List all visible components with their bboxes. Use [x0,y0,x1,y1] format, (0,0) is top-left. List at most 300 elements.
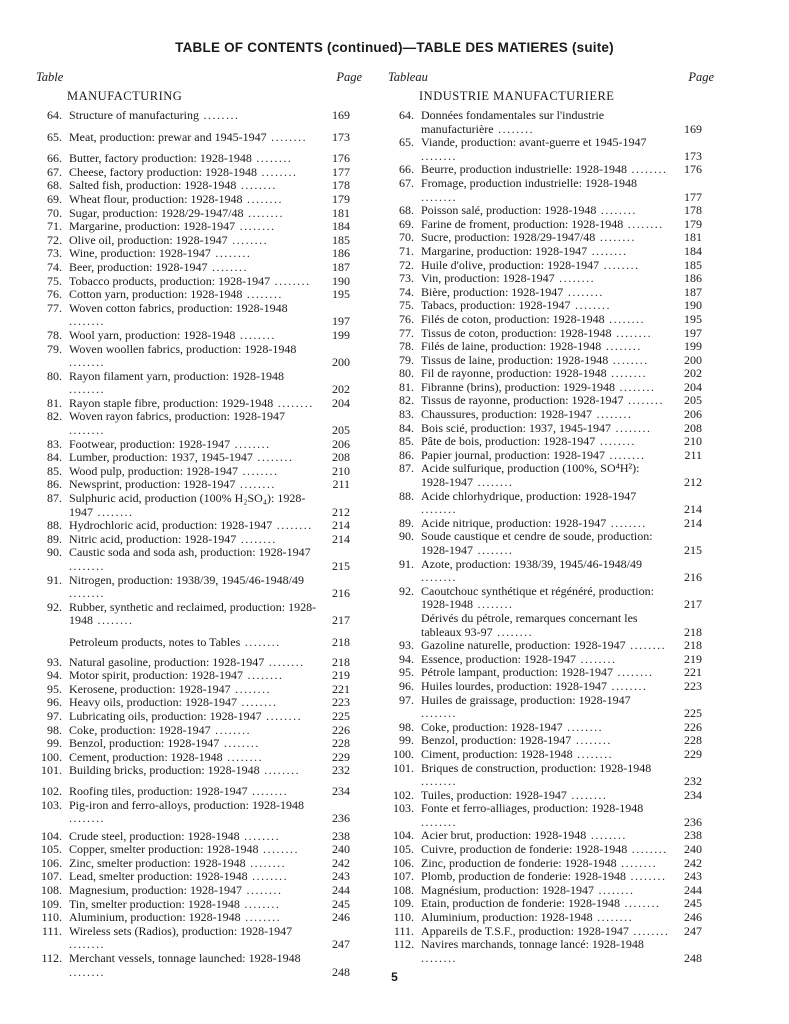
table-number: 97. [399,692,414,707]
table-number: 75. [399,298,414,313]
toc-entry [36,451,362,465]
dot-leader: ........ [251,151,293,166]
entry-title: Rayon staple fibre, production: 1929-1948 ........ [69,395,314,410]
dot-leader: ........ [93,504,134,519]
entry-title: Acide nitrique, production: 1928-1947 ........ [421,515,647,530]
entry-page: 218 [684,624,702,639]
entry-page: 216 [684,570,702,585]
entry-page: 219 [684,651,702,666]
entry-title: Meat, production: prewar and 1945-1947 ........ [69,129,308,144]
table-number: 71. [399,243,414,258]
table-number: 76. [47,287,62,302]
dot-leader: ........ [606,515,647,530]
entry-title: Beer, production: 1928-1947 ........ [69,259,248,274]
dot-leader: ........ [492,624,534,639]
entry-page: 242 [684,855,702,870]
table-number: 95. [399,665,414,680]
toc-entry [388,177,714,204]
column-header [36,70,362,84]
dot-leader: ........ [566,787,608,802]
table-number: 83. [399,407,414,422]
entry-title: Huiles lourdes, production: 1928-1947 ........ [421,678,648,693]
entry-page: 208 [684,420,702,435]
entry-page: 187 [332,259,350,274]
dot-leader: ........ [222,749,264,764]
dot-leader: ........ [625,869,667,884]
table-number: 79. [47,341,62,356]
table-number: 86. [47,477,62,492]
column-header [388,70,714,84]
toc-entry [36,870,362,884]
entry-title: Acide sulfurique, production (100%, SO⁴H²): 1928-1947 ........ [421,461,640,490]
entry-page: 184 [684,243,702,258]
table-number: 107. [393,869,414,884]
table-number: 68. [399,203,414,218]
page-number: 5 [391,970,398,984]
entry-page: 205 [332,423,350,438]
entry-title: Caustic soda and soda ash, production: 1928-1947 ........ [69,545,311,573]
table-number: 98. [399,719,414,734]
entry-page: 181 [684,230,702,245]
toc-entry [36,438,362,452]
entry-page: 211 [684,447,702,462]
table-number: 83. [47,436,62,451]
toc-entry [388,748,714,762]
dot-leader: ........ [572,746,614,761]
toc-entry [388,490,714,517]
dot-leader: ........ [236,178,277,193]
entry-title: Heavy oils, production: 1928-1947 ........ [69,695,278,710]
entry-title: Natural gasoline, production: 1928-1947 ........ [69,654,305,669]
dot-leader: ........ [611,325,653,340]
table-number: 98. [47,722,62,737]
entry-title: Petroleum products, notes to Tables ........ [69,634,281,649]
entry-title: Acide chlorhydrique, production: 1928-1947 ........ [421,488,637,517]
dot-leader: ........ [256,164,298,179]
dot-leader: ........ [473,597,514,612]
table-number: 106. [393,855,414,870]
table-number: 80. [399,366,414,381]
toc-entry [388,530,714,557]
entry-page: 206 [684,407,702,422]
dot-leader: ........ [69,937,105,952]
dot-leader: ........ [242,191,283,206]
toc-entry [36,898,362,912]
table-number: 85. [47,463,62,478]
dot-leader: ........ [606,678,648,693]
toc-entry [388,789,714,803]
entry-page: 190 [684,298,702,313]
entry-page: 179 [332,191,350,206]
dot-leader: ........ [601,339,642,354]
entry-title: Tobacco products, production: 1928-1947 ........ [69,273,311,288]
table-number: 103. [393,801,414,816]
toc-entry [36,152,362,166]
entry-title: Essence, production: 1928-1947 ........ [421,651,617,666]
english-column [36,70,362,979]
entry-title: Fil de rayonne, production: 1928-1948 ........ [421,366,648,381]
entry-title: Sugar, production: 1928/29-1947/48 ........ [69,205,285,220]
entry-title: Dérivés du pétrole, remarques concernant les tableaux 93-97 ........ [421,610,638,639]
entry-page: 204 [332,395,350,410]
dot-leader: ........ [421,502,457,517]
dot-leader: ........ [243,668,284,683]
dot-leader: ........ [562,719,604,734]
table-number: 108. [41,883,62,898]
dot-leader: ........ [473,543,514,557]
table-number: 110. [393,910,414,925]
page-column-label: Page [688,70,714,84]
table-number: 66. [399,162,414,177]
dot-leader: ........ [628,923,670,938]
entry-page: 185 [332,232,350,247]
entry-page: 177 [332,164,350,179]
dot-leader: ........ [236,531,277,546]
entry-title: Magnésium, production: 1928-1947 ........ [421,882,635,897]
entry-title: Coke, production: 1928-1947 ........ [69,722,252,737]
entry-title: Copper, smelter production: 1928-1948 ........ [69,842,299,857]
entry-page: 212 [332,504,350,519]
table-number: 110. [41,910,62,925]
dot-leader: ........ [69,314,105,329]
table-number: 92. [399,583,414,598]
entry-title: Woven cotton fabrics, production: 1928-1948 ........ [69,300,288,329]
toc-entry [36,220,362,234]
dot-leader: ........ [69,586,105,601]
entry-page: 185 [684,257,702,272]
toc-entry [388,327,714,341]
entry-title: Beurre, production industrielle: 1928-1948 ........ [421,162,668,177]
entry-page: 177 [684,189,702,204]
entry-title: Crude steel, production: 1928-1948 ........ [69,828,281,843]
toc-entry [36,911,362,925]
entry-page: 226 [332,722,350,737]
dot-leader: ........ [69,964,105,979]
toc-entry [388,136,714,163]
entry-page: 178 [684,203,702,218]
toc-entry [36,519,362,533]
dot-leader: ........ [93,613,134,628]
entry-title: Papier journal, production: 1928-1947 ........ [421,447,646,462]
entry-page: 223 [332,695,350,710]
dot-leader: ........ [604,311,646,326]
entry-title: Kerosene, production: 1928-1947 ........ [69,681,272,696]
table-number: 104. [41,828,62,843]
table-number: 94. [399,651,414,666]
entry-title: Soude caustique et cendre de soude, production: 1928-1947 ........ [421,529,653,557]
entry-title: Footwear, production: 1928-1947 ........ [69,436,271,451]
toc-entry [388,218,714,232]
entry-title: Zinc, production de fonderie: 1928-1948 ........ [421,855,658,870]
entry-page: 176 [332,151,350,166]
dot-leader: ........ [421,950,457,965]
entry-page: 232 [332,763,350,778]
entry-title: Benzol, production: 1928-1947 ........ [421,733,612,748]
entry-page: 214 [332,518,350,533]
table-number: 80. [47,368,62,383]
entry-title: Fonte et ferro-alliages, production: 1928-1948 ........ [421,801,644,829]
toc-entry [388,925,714,939]
dot-leader: ........ [230,436,271,451]
table-number: 73. [47,246,62,261]
entry-title: Cotton yarn, production: 1928-1948 ........ [69,287,283,302]
section-heading: MANUFACTURING [67,89,183,103]
toc-entry [388,286,714,300]
toc-entry [36,785,362,799]
entry-title: Wireless sets (Radios), production: 1928-1947 ........ [69,923,293,952]
entry-page: 223 [684,678,702,693]
entry-title: Cuivre, production de fonderie: 1928-1948 ........ [421,842,668,857]
table-number: 87. [399,461,414,476]
entry-title: Wool yarn, production: 1928-1948 ........ [69,327,276,342]
entry-page: 225 [332,708,350,723]
entry-title: Structure of manufacturing ........ [69,108,240,122]
dot-leader: ........ [599,257,640,272]
table-number: 77. [399,325,414,340]
entry-title: Wine, production: 1928-1947 ........ [69,246,252,261]
entry-title: Bière, production: 1928-1947 ........ [421,284,604,299]
entry-page: 248 [332,964,350,979]
entry-title: Tuiles, production: 1928-1947 ........ [421,787,608,802]
table-number: 82. [399,393,414,408]
entry-page: 245 [332,896,350,911]
entry-page: 246 [684,910,702,925]
table-number: 88. [47,518,62,533]
table-number: 71. [47,219,62,234]
table-number: 66. [47,151,62,166]
entry-title: Roofing tiles, production: 1928-1947 ........ [69,783,289,798]
table-number: 112. [393,937,414,952]
entry-title: Acier brut, production: 1928-1948 ........ [421,828,627,843]
table-number: 93. [47,654,62,669]
table-number: 92. [47,599,62,614]
table-number: 81. [47,395,62,410]
toc-entry [388,259,714,273]
dot-leader: ........ [604,447,646,462]
dot-leader: ........ [238,463,279,478]
dot-leader: ........ [626,162,668,177]
entry-page: 226 [684,719,702,734]
dot-leader: ........ [586,828,627,843]
toc-entry [388,299,714,313]
entry-page: 205 [684,393,702,408]
dot-leader: ........ [273,395,314,410]
entry-title: Navires marchands, tonnage lancé: 1928-1948 ........ [421,937,644,965]
table-number: 97. [47,708,62,723]
page-column-label: Page [336,70,362,84]
entry-title: Pétrole lampant, production: 1928-1947 ........ [421,665,654,680]
entry-list [36,109,362,979]
entry-page: 248 [684,950,702,965]
toc-entry [36,764,362,778]
toc-entry [36,465,362,479]
entry-title: Butter, factory production: 1928-1948 ........ [69,151,293,166]
entry-page: 184 [332,219,350,234]
entry-page: 215 [332,559,350,573]
dot-leader: ........ [210,722,252,737]
toc-entry [36,696,362,710]
table-number: 90. [399,529,414,544]
dot-leader: ........ [610,420,652,435]
dot-leader: ........ [608,352,649,367]
table-number: 82. [47,409,62,424]
dot-leader: ........ [270,273,311,288]
table-number: 96. [47,695,62,710]
dot-leader: ........ [261,708,303,723]
dot-leader: ........ [69,355,105,370]
table-number: 74. [399,284,414,299]
toc-entry [388,340,714,354]
entry-page: 236 [684,814,702,829]
toc-entry [36,247,362,261]
toc-entry [388,204,714,218]
entry-title: Cement, production: 1928-1948 ........ [69,749,264,764]
table-number: 109. [393,896,414,911]
entry-page: 244 [332,883,350,898]
dot-leader: ........ [235,327,276,342]
table-number: 91. [47,572,62,587]
table-number: 72. [47,232,62,247]
entry-page: 238 [332,828,350,843]
table-number: 69. [47,191,62,206]
table-number: 107. [41,869,62,884]
entry-title: Aluminium, production: 1928-1948 ........ [69,910,282,925]
dot-leader: ........ [272,518,313,533]
toc-entry [388,694,714,721]
entry-page: 200 [684,352,702,367]
table-number: 104. [393,828,414,843]
toc-entry [388,558,714,585]
dot-leader: ........ [227,232,269,247]
dot-leader: ........ [421,814,457,829]
table-number: 112. [41,951,62,966]
toc-entry [36,843,362,857]
entry-title: Hydrochloric acid, production: 1928-1947 ........ [69,518,313,533]
entry-title: Etain, production de fonderie: 1928-1948 ........ [421,896,661,911]
entry-page: 245 [684,896,702,911]
toc-entry [388,911,714,925]
toc-entry [36,533,362,547]
entry-page: 210 [332,463,350,478]
dot-leader: ........ [625,638,667,653]
table-number: 91. [399,556,414,571]
dot-leader: ........ [593,882,635,897]
entry-title: Poisson salé, production: 1928-1948 ........ [421,203,637,218]
entry-page: 244 [684,882,702,897]
toc-entry [388,762,714,789]
entry-page: 246 [332,910,350,925]
table-number: 73. [399,271,414,286]
entry-title: Tissus de laine, production: 1928-1948 ........ [421,352,649,367]
toc-entry [36,109,362,123]
toc-entry [388,408,714,422]
section-heading: INDUSTRIE MANUFACTURIERE [419,89,615,103]
table-number: 67. [47,164,62,179]
dot-leader: ........ [554,271,596,286]
toc-entry [388,272,714,286]
toc-entry [36,329,362,343]
entry-page: 202 [684,366,702,381]
dot-leader: ........ [591,407,633,422]
toc-entry [388,870,714,884]
entry-title: Gazoline naturelle, production: 1928-1947 ........ [421,638,667,653]
dot-leader: ........ [614,379,656,394]
entry-title: Filés de coton, production: 1928-1948 ........ [421,311,646,326]
toc-entry [36,669,362,683]
entry-title: Nitric acid, production: 1928-1947 ........ [69,531,277,546]
entry-page: 199 [332,327,350,342]
dot-leader: ........ [623,393,665,408]
table-number: 69. [399,216,414,231]
entry-page: 186 [684,271,702,286]
entry-page: 229 [332,749,350,764]
table-number: 79. [399,352,414,367]
entry-page: 195 [684,311,702,326]
entry-page: 225 [684,706,702,721]
entry-title: Vin, production: 1928-1947 ........ [421,271,596,286]
toc-entry [388,639,714,653]
toc-entry [388,381,714,395]
table-number: 86. [399,447,414,462]
entry-title: Woven woollen fabrics, production: 1928-1948 ........ [69,341,297,370]
entry-title: Wheat flour, production: 1928-1948 ........ [69,191,283,206]
dot-leader: ........ [219,736,260,751]
dot-leader: ........ [69,423,105,438]
entry-title: Benzol, production: 1928-1947 ........ [69,736,260,751]
entry-page: 243 [684,869,702,884]
toc-entry [36,884,362,898]
entry-list [388,109,714,965]
dot-leader: ........ [571,733,612,748]
dot-leader: ........ [596,203,637,218]
toc-entry [36,166,362,180]
toc-entry [388,680,714,694]
toc-entry [36,636,362,650]
entry-title: Merchant vessels, tonnage launched: 1928-1948 ........ [69,951,301,979]
entry-title: Viande, production: avant-guerre et 1945-1947 ........ [421,135,647,163]
toc-entry [36,710,362,724]
dot-leader: ........ [627,842,668,857]
dot-leader: ........ [595,434,636,449]
entry-title: Huile d'olive, production: 1928-1947 ........ [421,257,640,272]
toc-entry [36,397,362,411]
table-number: 77. [47,300,62,315]
toc-entry [36,857,362,871]
table-number: 95. [47,681,62,696]
table-number: 100. [41,749,62,764]
entry-page: 234 [684,787,702,802]
toc-entry [388,435,714,449]
dot-leader: ........ [421,570,457,585]
table-number: 88. [399,488,414,503]
dot-leader: ........ [421,189,457,204]
entry-title: Farine de froment, production: 1928-1948 ........ [421,216,664,231]
entry-page: 211 [332,477,350,492]
table-number: 76. [399,311,414,326]
table-number: 101. [393,760,414,775]
dot-leader: ........ [230,681,272,696]
entry-page: 217 [684,597,702,612]
toc-entry [36,131,362,145]
entry-title: Sulphuric acid, production (100% H₂SO₄): 1928-1947 ........ [69,491,306,519]
entry-page: 197 [684,325,702,340]
toc-entry [36,751,362,765]
entry-title: Magnesium, production: 1928-1947 ........ [69,883,283,898]
toc-entry [36,492,362,519]
table-number: 105. [393,842,414,857]
entry-page: 210 [684,434,702,449]
dot-leader: ........ [587,243,628,258]
